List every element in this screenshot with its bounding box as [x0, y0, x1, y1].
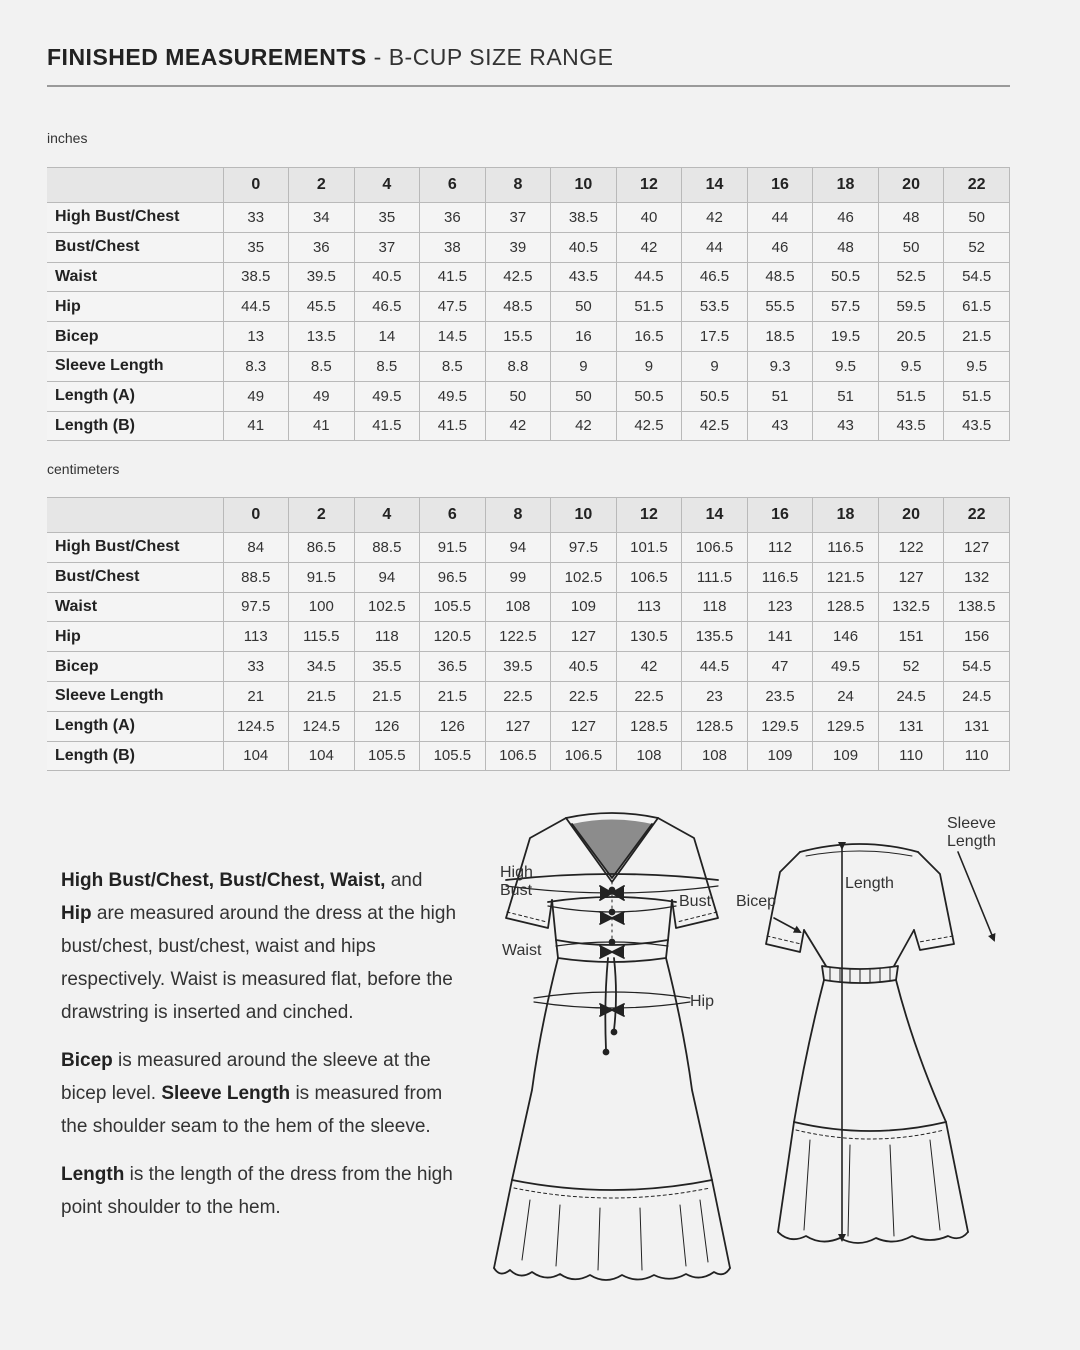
- table-cell: 126: [420, 711, 486, 741]
- table-cell: 9.5: [878, 351, 944, 381]
- row-label: High Bust/Chest: [47, 533, 223, 563]
- table-cell: 49: [289, 381, 355, 411]
- table-cell: 46: [813, 203, 879, 233]
- size-header: 12: [616, 168, 682, 203]
- table-cell: 38.5: [551, 203, 617, 233]
- table-cell: 37: [354, 232, 420, 262]
- table-cell: 51.5: [944, 381, 1010, 411]
- size-header: 6: [420, 498, 486, 533]
- table-cell: 8.8: [485, 351, 551, 381]
- table-cell: 34.5: [289, 652, 355, 682]
- table-cell: 39.5: [485, 652, 551, 682]
- table-cell: 43.5: [878, 411, 944, 441]
- table-cell: 101.5: [616, 533, 682, 563]
- table-cell: 127: [944, 533, 1010, 563]
- table-cell: 8.5: [289, 351, 355, 381]
- table-cell: 43: [813, 411, 879, 441]
- table-row: [47, 351, 1010, 381]
- table-cell: 42.5: [485, 262, 551, 292]
- label-waist: Waist: [502, 942, 542, 959]
- table-cell: 43.5: [944, 411, 1010, 441]
- table-cell: 24.5: [878, 681, 944, 711]
- table-cell: 132.5: [878, 592, 944, 622]
- size-header: 2: [289, 498, 355, 533]
- measurement-description: [61, 864, 456, 1239]
- table-cell: 22.5: [485, 681, 551, 711]
- table-cell: 16: [551, 322, 617, 352]
- table-cell: 43.5: [551, 262, 617, 292]
- table-cell: 9.3: [747, 351, 813, 381]
- label-high-bust: [500, 864, 533, 900]
- table-cell: 102.5: [354, 592, 420, 622]
- description-circumference: [61, 864, 456, 1029]
- table-cell: 50.5: [682, 381, 748, 411]
- table-cell: 51.5: [616, 292, 682, 322]
- table-cell: 34: [289, 203, 355, 233]
- table-cell: 23.5: [747, 681, 813, 711]
- table-cell: 44: [747, 203, 813, 233]
- table-cell: 91.5: [289, 562, 355, 592]
- row-label: Bicep: [47, 322, 223, 352]
- table-cell: 91.5: [420, 533, 486, 563]
- table-cell: 54.5: [944, 262, 1010, 292]
- table-cell: 102.5: [551, 562, 617, 592]
- table-cell: 50: [944, 203, 1010, 233]
- table-cell: 40: [616, 203, 682, 233]
- table-cell: 112: [747, 533, 813, 563]
- table-cell: 127: [551, 711, 617, 741]
- table-row: [47, 592, 1010, 622]
- table-cell: 21: [223, 681, 289, 711]
- table-cell: 47.5: [420, 292, 486, 322]
- table-cell: 120.5: [420, 622, 486, 652]
- table-cell: 21.5: [354, 681, 420, 711]
- table-cell: 128.5: [682, 711, 748, 741]
- table-cell: 116.5: [813, 533, 879, 563]
- table-cell: 35: [354, 203, 420, 233]
- table-row: [47, 411, 1010, 441]
- size-header: 8: [485, 498, 551, 533]
- table-cell: 51: [813, 381, 879, 411]
- table-row: [47, 681, 1010, 711]
- table-cell: 106.5: [682, 533, 748, 563]
- size-header: 14: [682, 168, 748, 203]
- table-cell: 36: [289, 232, 355, 262]
- table-cell: 14.5: [420, 322, 486, 352]
- table-cell: 35.5: [354, 652, 420, 682]
- table-cell: 46.5: [354, 292, 420, 322]
- size-header: 18: [813, 168, 879, 203]
- table-cell: 132: [944, 562, 1010, 592]
- table-cell: 48.5: [747, 262, 813, 292]
- table-cell: 44.5: [682, 652, 748, 682]
- table-cell: 36: [420, 203, 486, 233]
- centimeters-table: [47, 497, 1010, 771]
- description-sleeve: [61, 1044, 456, 1143]
- row-label: Sleeve Length: [47, 681, 223, 711]
- table-cell: 9.5: [944, 351, 1010, 381]
- table-cell: 118: [354, 622, 420, 652]
- table-cell: 57.5: [813, 292, 879, 322]
- inches-label: inches: [47, 130, 88, 146]
- table-cell: 52: [878, 652, 944, 682]
- table-cell: 43: [747, 411, 813, 441]
- table-cell: 21.5: [944, 322, 1010, 352]
- row-label: Length (B): [47, 411, 223, 441]
- row-label: Waist: [47, 262, 223, 292]
- size-header: 0: [223, 498, 289, 533]
- table-cell: 111.5: [682, 562, 748, 592]
- table-cell: 48.5: [485, 292, 551, 322]
- table-cell: 48: [878, 203, 944, 233]
- title-divider: [47, 85, 1010, 87]
- table-cell: 127: [551, 622, 617, 652]
- table-cell: 15.5: [485, 322, 551, 352]
- table-cell: 40.5: [551, 652, 617, 682]
- table-cell: 110: [878, 741, 944, 771]
- size-header: 22: [944, 168, 1010, 203]
- table-cell: 141: [747, 622, 813, 652]
- table-cell: 97.5: [223, 592, 289, 622]
- table-row: [47, 262, 1010, 292]
- table-cell: 39.5: [289, 262, 355, 292]
- size-header: 16: [747, 498, 813, 533]
- table-cell: 8.3: [223, 351, 289, 381]
- table-cell: 37: [485, 203, 551, 233]
- table-cell: 106.5: [485, 741, 551, 771]
- table-cell: 131: [878, 711, 944, 741]
- label-bicep: Bicep: [736, 893, 777, 910]
- table-cell: 106.5: [551, 741, 617, 771]
- table-cell: 50.5: [616, 381, 682, 411]
- table-cell: 40.5: [551, 232, 617, 262]
- description-text: is measured from the shoulder seam to the hem of the sleeve.: [61, 1083, 443, 1137]
- size-header-row: [47, 168, 1010, 203]
- header-corner: [47, 168, 223, 203]
- table-cell: 105.5: [354, 741, 420, 771]
- term-bold: Bicep: [61, 1050, 113, 1071]
- row-label: Sleeve Length: [47, 351, 223, 381]
- table-cell: 38: [420, 232, 486, 262]
- table-cell: 44: [682, 232, 748, 262]
- table-cell: 122.5: [485, 622, 551, 652]
- table-row: [47, 381, 1010, 411]
- size-header: 0: [223, 168, 289, 203]
- label-sleeve-line1: Sleeve: [947, 815, 996, 832]
- table-cell: 131: [944, 711, 1010, 741]
- table-row: [47, 711, 1010, 741]
- table-cell: 33: [223, 203, 289, 233]
- label-hip: Hip: [690, 993, 715, 1010]
- table-cell: 100: [289, 592, 355, 622]
- table-cell: 40.5: [354, 262, 420, 292]
- term-bold: High Bust/Chest, Bust/Chest, Waist,: [61, 870, 386, 891]
- row-label: High Bust/Chest: [47, 203, 223, 233]
- table-cell: 42: [682, 203, 748, 233]
- table-cell: 8.5: [354, 351, 420, 381]
- dress-diagram: [480, 800, 1040, 1290]
- table-cell: 50: [551, 292, 617, 322]
- table-cell: 41.5: [420, 411, 486, 441]
- label-high-bust-line1: High: [500, 864, 533, 881]
- size-header: 20: [878, 498, 944, 533]
- table-cell: 17.5: [682, 322, 748, 352]
- table-cell: 94: [485, 533, 551, 563]
- table-cell: 13: [223, 322, 289, 352]
- table-cell: 88.5: [223, 562, 289, 592]
- size-header: 14: [682, 498, 748, 533]
- size-header: 20: [878, 168, 944, 203]
- table-cell: 109: [551, 592, 617, 622]
- table-cell: 47: [747, 652, 813, 682]
- table-cell: 50: [551, 381, 617, 411]
- table-cell: 118: [682, 592, 748, 622]
- table-cell: 124.5: [223, 711, 289, 741]
- table-cell: 61.5: [944, 292, 1010, 322]
- term-bold: Hip: [61, 903, 92, 924]
- row-label: Length (A): [47, 381, 223, 411]
- table-cell: 41.5: [354, 411, 420, 441]
- label-sleeve-line2: Length: [947, 833, 996, 850]
- size-header: 12: [616, 498, 682, 533]
- table-row: [47, 232, 1010, 262]
- table-cell: 45.5: [289, 292, 355, 322]
- table-cell: 9: [551, 351, 617, 381]
- table-cell: 24.5: [944, 681, 1010, 711]
- table-cell: 109: [747, 741, 813, 771]
- table-cell: 146: [813, 622, 879, 652]
- table-cell: 18.5: [747, 322, 813, 352]
- size-header: 2: [289, 168, 355, 203]
- table-cell: 36.5: [420, 652, 486, 682]
- table-cell: 20.5: [878, 322, 944, 352]
- table-cell: 138.5: [944, 592, 1010, 622]
- table-cell: 122: [878, 533, 944, 563]
- table-cell: 113: [223, 622, 289, 652]
- table-cell: 135.5: [682, 622, 748, 652]
- row-label: Hip: [47, 622, 223, 652]
- page-title: [47, 44, 614, 71]
- size-header: 22: [944, 498, 1010, 533]
- table-cell: 109: [813, 741, 879, 771]
- table-cell: 128.5: [616, 711, 682, 741]
- table-cell: 104: [289, 741, 355, 771]
- table-cell: 9: [682, 351, 748, 381]
- size-header: 16: [747, 168, 813, 203]
- row-label: Waist: [47, 592, 223, 622]
- row-label: Bicep: [47, 652, 223, 682]
- table-cell: 39: [485, 232, 551, 262]
- table-cell: 50: [485, 381, 551, 411]
- back-dress-icon: [766, 844, 994, 1243]
- table-row: [47, 562, 1010, 592]
- table-cell: 127: [485, 711, 551, 741]
- table-cell: 127: [878, 562, 944, 592]
- table-row: [47, 322, 1010, 352]
- table-cell: 14: [354, 322, 420, 352]
- table-cell: 50.5: [813, 262, 879, 292]
- table-cell: 46.5: [682, 262, 748, 292]
- table-cell: 108: [485, 592, 551, 622]
- size-header: 18: [813, 498, 879, 533]
- table-cell: 9.5: [813, 351, 879, 381]
- size-header: 4: [354, 168, 420, 203]
- table-cell: 48: [813, 232, 879, 262]
- table-cell: 108: [616, 741, 682, 771]
- table-cell: 9: [616, 351, 682, 381]
- table-cell: 88.5: [354, 533, 420, 563]
- table-cell: 41: [289, 411, 355, 441]
- centimeters-label: centimeters: [47, 461, 120, 477]
- table-cell: 52: [944, 232, 1010, 262]
- table-cell: 42: [551, 411, 617, 441]
- table-cell: 46: [747, 232, 813, 262]
- table-cell: 116.5: [747, 562, 813, 592]
- row-label: Hip: [47, 292, 223, 322]
- table-cell: 121.5: [813, 562, 879, 592]
- table-cell: 59.5: [878, 292, 944, 322]
- table-cell: 156: [944, 622, 1010, 652]
- table-cell: 42.5: [682, 411, 748, 441]
- table-cell: 42: [485, 411, 551, 441]
- table-cell: 128.5: [813, 592, 879, 622]
- title-bold: FINISHED MEASUREMENTS: [47, 44, 367, 70]
- table-cell: 55.5: [747, 292, 813, 322]
- table-cell: 33: [223, 652, 289, 682]
- row-label: Length (A): [47, 711, 223, 741]
- table-cell: 115.5: [289, 622, 355, 652]
- size-header: 6: [420, 168, 486, 203]
- table-row: [47, 203, 1010, 233]
- table-cell: 110: [944, 741, 1010, 771]
- table-cell: 151: [878, 622, 944, 652]
- table-cell: 49: [223, 381, 289, 411]
- table-cell: 54.5: [944, 652, 1010, 682]
- table-cell: 8.5: [420, 351, 486, 381]
- table-cell: 23: [682, 681, 748, 711]
- table-cell: 96.5: [420, 562, 486, 592]
- table-cell: 105.5: [420, 741, 486, 771]
- table-cell: 129.5: [747, 711, 813, 741]
- table-cell: 41: [223, 411, 289, 441]
- table-cell: 24: [813, 681, 879, 711]
- table-cell: 38.5: [223, 262, 289, 292]
- table-cell: 130.5: [616, 622, 682, 652]
- table-cell: 42: [616, 652, 682, 682]
- label-length: Length: [845, 875, 894, 892]
- table-cell: 49.5: [813, 652, 879, 682]
- table-cell: 42: [616, 232, 682, 262]
- table-cell: 84: [223, 533, 289, 563]
- table-cell: 113: [616, 592, 682, 622]
- table-cell: 104: [223, 741, 289, 771]
- table-cell: 108: [682, 741, 748, 771]
- size-header: 8: [485, 168, 551, 203]
- label-high-bust-line2: Bust: [500, 882, 533, 899]
- table-row: [47, 292, 1010, 322]
- table-cell: 50: [878, 232, 944, 262]
- table-cell: 35: [223, 232, 289, 262]
- description-length: [61, 1158, 456, 1224]
- table-cell: 49.5: [354, 381, 420, 411]
- table-cell: 97.5: [551, 533, 617, 563]
- table-cell: 51: [747, 381, 813, 411]
- term-bold: Length: [61, 1164, 125, 1185]
- label-sleeve-length: [947, 815, 996, 851]
- table-cell: 99: [485, 562, 551, 592]
- table-cell: 94: [354, 562, 420, 592]
- size-header: 10: [551, 498, 617, 533]
- size-header: 4: [354, 498, 420, 533]
- inches-table: [47, 167, 1010, 441]
- description-text: are measured around the dress at the high bust/chest, bust/chest, waist and hips respectively. Waist is measured flat, before the drawstring is inserted and cinched.: [61, 903, 457, 1023]
- term-bold: Sleeve Length: [161, 1083, 291, 1104]
- table-cell: 22.5: [551, 681, 617, 711]
- table-cell: 51.5: [878, 381, 944, 411]
- table-row: [47, 622, 1010, 652]
- table-cell: 126: [354, 711, 420, 741]
- table-cell: 42.5: [616, 411, 682, 441]
- table-cell: 53.5: [682, 292, 748, 322]
- title-subtitle: - B-CUP SIZE RANGE: [366, 44, 614, 70]
- table-cell: 106.5: [616, 562, 682, 592]
- header-corner: [47, 498, 223, 533]
- table-cell: 21.5: [420, 681, 486, 711]
- table-row: [47, 741, 1010, 771]
- table-cell: 22.5: [616, 681, 682, 711]
- description-text: is measured around the sleeve at the bicep level.: [61, 1050, 431, 1104]
- label-bust: Bust: [679, 893, 712, 910]
- table-cell: 44.5: [223, 292, 289, 322]
- table-row: [47, 533, 1010, 563]
- row-label: Bust/Chest: [47, 562, 223, 592]
- table-cell: 124.5: [289, 711, 355, 741]
- table-cell: 129.5: [813, 711, 879, 741]
- table-cell: 21.5: [289, 681, 355, 711]
- description-text: is the length of the dress from the high point shoulder to the hem.: [61, 1164, 453, 1218]
- table-cell: 49.5: [420, 381, 486, 411]
- table-cell: 123: [747, 592, 813, 622]
- size-header-row: [47, 498, 1010, 533]
- table-cell: 44.5: [616, 262, 682, 292]
- table-cell: 52.5: [878, 262, 944, 292]
- size-header: 10: [551, 168, 617, 203]
- table-cell: 13.5: [289, 322, 355, 352]
- table-cell: 105.5: [420, 592, 486, 622]
- table-row: [47, 652, 1010, 682]
- row-label: Length (B): [47, 741, 223, 771]
- table-cell: 41.5: [420, 262, 486, 292]
- table-cell: 86.5: [289, 533, 355, 563]
- row-label: Bust/Chest: [47, 232, 223, 262]
- description-text: and: [385, 870, 423, 891]
- table-cell: 19.5: [813, 322, 879, 352]
- table-cell: 16.5: [616, 322, 682, 352]
